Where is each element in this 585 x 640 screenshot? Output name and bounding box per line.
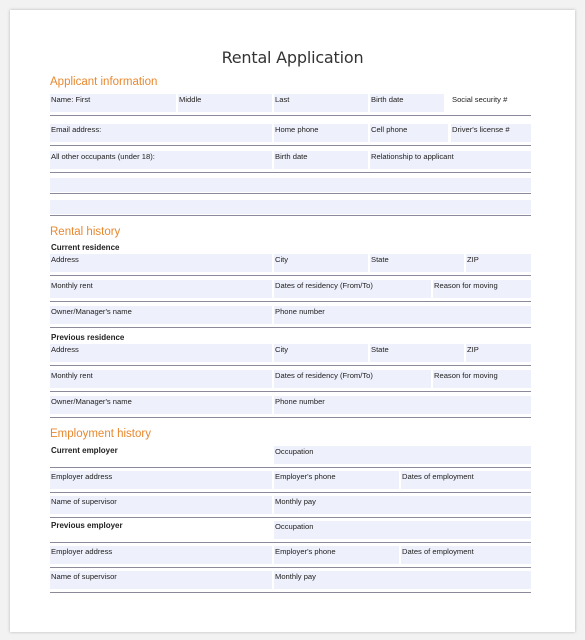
previous-occupation-field[interactable]: Occupation	[274, 521, 531, 539]
applicant-contact-row	[50, 124, 531, 146]
current-employer-heading: Current employer	[51, 446, 118, 455]
previous-city-field[interactable]: City	[274, 344, 368, 362]
current-dates-of-residency-field[interactable]: Dates of residency (From/To)	[274, 280, 431, 298]
section-employment-history: Employment history	[50, 428, 151, 440]
rule-line	[50, 275, 531, 276]
previous-reason-for-moving-field[interactable]: Reason for moving	[433, 370, 531, 388]
previous-monthly-rent-field[interactable]: Monthly rent	[50, 370, 272, 388]
rule-line	[50, 145, 531, 146]
rule-line	[50, 172, 531, 173]
previous-employer-address-row	[50, 546, 531, 568]
current-reason-for-moving-field[interactable]: Reason for moving	[433, 280, 531, 298]
previous-dates-of-residency-field[interactable]: Dates of residency (From/To)	[274, 370, 431, 388]
birth-date-field[interactable]: Birth date	[370, 94, 444, 112]
rule-line	[50, 115, 531, 116]
previous-monthly-pay-field[interactable]: Monthly pay	[274, 571, 531, 589]
previous-employer-address-field[interactable]: Employer address	[50, 546, 272, 564]
rental-application-page	[10, 10, 575, 632]
previous-owner-name-field[interactable]: Owner/Manager's name	[50, 396, 272, 414]
rule-line	[50, 517, 531, 518]
section-applicant-information: Applicant information	[50, 76, 158, 88]
drivers-license-field[interactable]: Driver's license #	[451, 124, 531, 142]
previous-residence-heading: Previous residence	[51, 333, 125, 342]
current-employer-address-field[interactable]: Employer address	[50, 471, 272, 489]
previous-employer-phone-field[interactable]: Employer's phone	[274, 546, 399, 564]
current-owner-name-field[interactable]: Owner/Manager's name	[50, 306, 272, 324]
current-employer-row	[50, 446, 531, 468]
cell-phone-field[interactable]: Cell phone	[370, 124, 448, 142]
previous-rent-row	[50, 370, 531, 392]
page-title: Rental Application	[221, 48, 364, 67]
current-employer-phone-field[interactable]: Employer's phone	[274, 471, 399, 489]
previous-state-field[interactable]: State	[370, 344, 464, 362]
current-monthly-rent-field[interactable]: Monthly rent	[50, 280, 272, 298]
current-state-field[interactable]: State	[370, 254, 464, 272]
occupant-birth-date-field[interactable]: Birth date	[274, 151, 368, 169]
rule-line	[50, 542, 531, 543]
current-zip-field[interactable]: ZIP	[466, 254, 531, 272]
current-supervisor-row	[50, 496, 531, 518]
rule-line	[50, 391, 531, 392]
rule-line	[50, 567, 531, 568]
current-monthly-pay-field[interactable]: Monthly pay	[274, 496, 531, 514]
email-field[interactable]: Email address:	[50, 124, 272, 142]
applicant-name-row	[50, 94, 531, 116]
rule-line	[50, 417, 531, 418]
occupants-row	[50, 151, 531, 173]
first-name-field[interactable]: Name: First	[50, 94, 176, 112]
current-residence-heading: Current residence	[51, 243, 120, 252]
current-address-row	[50, 254, 531, 276]
previous-address-field[interactable]: Address	[50, 344, 272, 362]
social-security-field[interactable]: Social security #	[452, 95, 508, 104]
rule-line	[50, 467, 531, 468]
previous-supervisor-row	[50, 571, 531, 593]
current-employer-address-row	[50, 471, 531, 493]
previous-employer-row	[50, 521, 531, 543]
rule-line	[50, 327, 531, 328]
current-city-field[interactable]: City	[274, 254, 368, 272]
rule-line	[50, 365, 531, 366]
current-supervisor-field[interactable]: Name of supervisor	[50, 496, 272, 514]
current-owner-phone-field[interactable]: Phone number	[274, 306, 531, 324]
current-address-field[interactable]: Address	[50, 254, 272, 272]
current-rent-row	[50, 280, 531, 302]
previous-dates-of-employment-field[interactable]: Dates of employment	[401, 546, 531, 564]
last-name-field[interactable]: Last	[274, 94, 368, 112]
section-rental-history: Rental history	[50, 226, 121, 238]
previous-employer-heading: Previous employer	[51, 521, 123, 530]
current-owner-row	[50, 306, 531, 328]
rule-line	[50, 492, 531, 493]
previous-owner-row	[50, 396, 531, 418]
current-dates-of-employment-field[interactable]: Dates of employment	[401, 471, 531, 489]
home-phone-field[interactable]: Home phone	[274, 124, 368, 142]
previous-supervisor-field[interactable]: Name of supervisor	[50, 571, 272, 589]
other-occupants-field[interactable]: All other occupants (under 18):	[50, 151, 272, 169]
previous-zip-field[interactable]: ZIP	[466, 344, 531, 362]
occupant-line-1[interactable]	[50, 178, 531, 194]
rule-line	[50, 592, 531, 593]
relationship-field[interactable]: Relationship to applicant	[370, 151, 531, 169]
previous-address-row	[50, 344, 531, 366]
current-occupation-field[interactable]: Occupation	[274, 446, 531, 464]
middle-name-field[interactable]: Middle	[178, 94, 272, 112]
rule-line	[50, 301, 531, 302]
occupant-line-2[interactable]	[50, 200, 531, 216]
previous-owner-phone-field[interactable]: Phone number	[274, 396, 531, 414]
